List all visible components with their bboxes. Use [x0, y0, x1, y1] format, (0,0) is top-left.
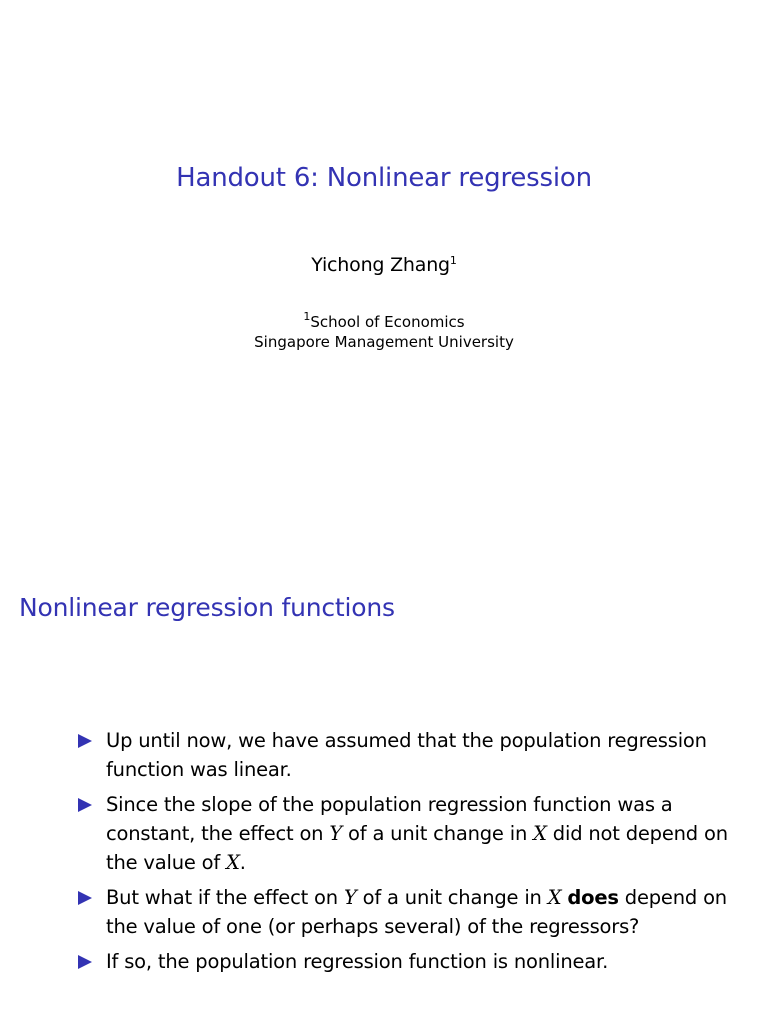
math-variable: X: [533, 822, 547, 845]
triangle-bullet-icon: [78, 891, 92, 905]
affiliation-school: School of Economics: [310, 313, 465, 331]
bullet-item: [76, 883, 736, 941]
bullet-text: Since the slope of the population regression function was a constant, the effect on: [106, 793, 673, 845]
bullet-item: [76, 947, 736, 976]
bullet-text: of a unit change in: [356, 886, 548, 909]
content-slide: [0, 576, 768, 1024]
bullet-list: [76, 726, 736, 982]
bullet-text: But what if the effect on: [106, 886, 344, 909]
bullet-text: Up until now, we have assumed that the population regression function was linear.: [106, 729, 707, 781]
bullet-item: [76, 790, 736, 877]
affiliation-line-2: Singapore Management University: [254, 333, 514, 351]
bullet-text: of a unit change in: [342, 822, 534, 845]
triangle-bullet-icon: [78, 955, 92, 969]
emphasis-text: does: [567, 886, 619, 909]
bullet-text: .: [239, 851, 246, 874]
bullet-text: did not depend on the value of: [106, 822, 728, 874]
math-variable: Y: [343, 886, 357, 909]
affiliation: [0, 312, 768, 352]
triangle-bullet-icon: [78, 734, 92, 748]
math-variable: X: [226, 851, 240, 874]
math-variable: X: [547, 886, 562, 909]
bullet-text: depend on the value of one (or perhaps several) of the regressors?: [106, 886, 727, 938]
deck-title: Handout 6: Nonlinear regression: [176, 163, 592, 193]
frame-title: Nonlinear regression functions: [19, 593, 395, 622]
author-name: Yichong Zhang: [311, 254, 450, 276]
affiliation-footnote-mark: 1: [303, 310, 311, 323]
bullet-item: [76, 726, 736, 784]
affiliation-line-1: [0, 312, 768, 332]
author-line: [0, 254, 768, 276]
math-variable: Y: [329, 822, 343, 845]
bullet-text: If so, the population regression function is nonlinear.: [106, 950, 609, 973]
triangle-bullet-icon: [78, 798, 92, 812]
author-footnote-mark: 1: [449, 254, 457, 267]
